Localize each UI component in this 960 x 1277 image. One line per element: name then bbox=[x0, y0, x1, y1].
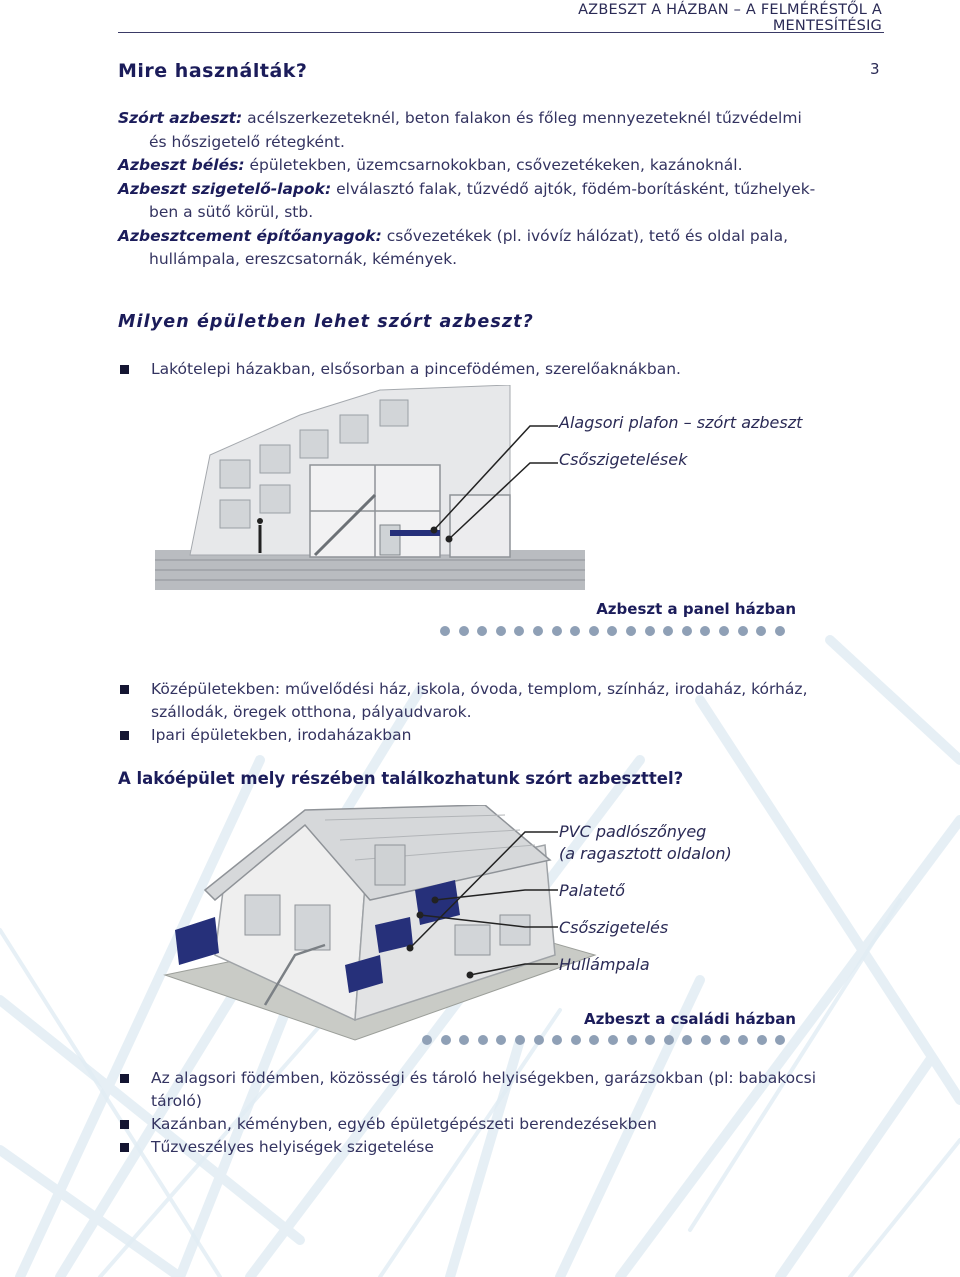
house-callout-pipes: Csőszigetelés bbox=[559, 918, 669, 937]
list-item: Ipari épületekben, irodaházakban bbox=[118, 724, 838, 747]
usage-item-cement: Azbesztcement építőanyagok: csővezetékek (pl. ivóvíz hálózat), tető és oldal pala, bbox=[118, 226, 788, 245]
house-figure-caption: Azbeszt a családi házban bbox=[583, 1010, 796, 1028]
panel-leader-lines bbox=[380, 415, 560, 555]
house-leader-lines bbox=[390, 820, 560, 990]
house-callout-pvc: PVC padlószőnyeg (a ragasztott oldalon) bbox=[559, 822, 732, 863]
bullet-square-icon bbox=[120, 685, 129, 694]
panel-callout-ceiling: Alagsori plafon – szórt azbeszt bbox=[559, 413, 803, 432]
list-item: Kazánban, kéményben, egyéb épületgépészeti berendezésekben bbox=[118, 1113, 838, 1136]
panel-caption-dot-rule bbox=[440, 626, 800, 640]
bullet-square-icon bbox=[120, 731, 129, 740]
list-item: Az alagsori födémben, közösségi és tároló helyiségekben, garázsokban (pl: babakocsi tároló) bbox=[118, 1067, 838, 1113]
list-item: Tűzveszélyes helyiségek szigetelése bbox=[118, 1136, 838, 1159]
house-caption-dot-rule bbox=[422, 1035, 800, 1049]
bullet-list-public bbox=[118, 678, 838, 747]
question-building-type: Milyen épületben lehet szórt azbeszt? bbox=[118, 312, 534, 332]
page-number: 3 bbox=[870, 60, 880, 78]
panel-callout-pipes: Csőszigetelések bbox=[559, 450, 688, 469]
bullet-square-icon bbox=[120, 365, 129, 374]
header-rule bbox=[118, 32, 884, 33]
usage-item-boards: Azbeszt szigetelő-lapok: elválasztó falak, tűzvédő ajtók, födém-borításként, tűzhelyek- bbox=[118, 179, 816, 198]
usage-item-lining: Azbeszt bélés: épületekben, üzemcsarnokokban, csővezetékeken, kazánoknál. bbox=[118, 156, 743, 174]
bullet-square-icon bbox=[120, 1143, 129, 1152]
bullet-square-icon bbox=[120, 1120, 129, 1129]
house-callout-roof: Palatető bbox=[559, 881, 625, 900]
bullet-square-icon bbox=[120, 1074, 129, 1083]
bullet-list-house bbox=[118, 1067, 838, 1159]
house-callout-corrugated: Hullámpala bbox=[559, 955, 650, 974]
usage-item-sprayed: Szórt azbeszt: acélszerkezeteknél, beton falakon és főleg mennyezeteknél tűzvédelmi bbox=[118, 109, 802, 127]
bullet-list-panel bbox=[118, 358, 838, 381]
list-item: Lakótelepi házakban, elsősorban a pincefödémen, szerelőaknákban. bbox=[118, 358, 838, 381]
running-header: AZBESZT A HÁZBAN – A FELMÉRÉSTŐL A MENTESÍTÉSIG bbox=[578, 2, 882, 34]
usage-list: Szórt azbeszt: acélszerkezeteknél, beton falakon és főleg mennyezeteknél tűzvédelmi és hőszigetelő rétegként. Azbeszt bélés: épületekben, üzemcsarnokokban, csővezetékeken, kazánoknál. Azbeszt szigetelő-lapok: elválasztó falak, tűzvédő ajtók, födém-borításként, tűzhelyek- ben a sütő körül, stb. Azbesztcement építőanyagok: csővezetékek (pl. ivóvíz hálózat), tető és oldal pala, hullámpala, ereszcsatornák, kémények. bbox=[118, 107, 818, 272]
question-house-parts: A lakóépület mely részében találkozhatunk szórt azbeszttel? bbox=[118, 769, 684, 788]
panel-figure-caption: Azbeszt a panel házban bbox=[596, 600, 796, 618]
section-title: Mire használták? bbox=[118, 60, 308, 82]
list-item: Középületekben: művelődési ház, iskola, óvoda, templom, színház, irodaház, kórház, szállodák, öregek otthona, pályaudvarok. bbox=[118, 678, 838, 724]
